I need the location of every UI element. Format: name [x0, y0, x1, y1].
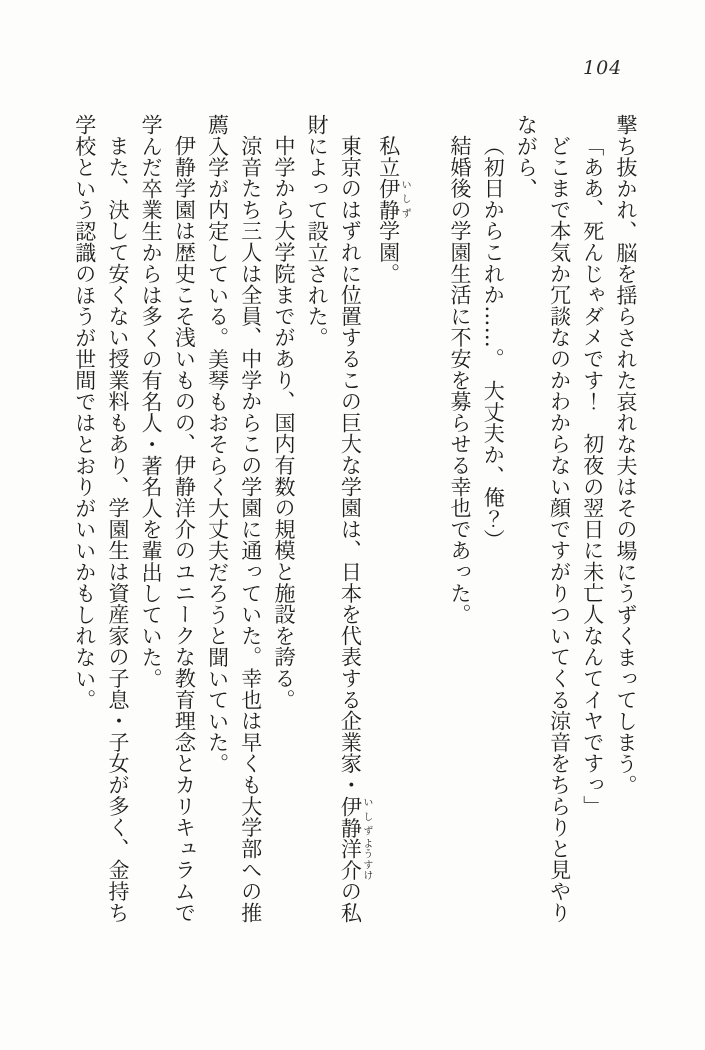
ruby-annotated-text: 伊静いしず — [376, 177, 411, 221]
paragraph: 「ああ、死んじゃダメです！ 初夜の翌日に未亡人なんてイヤですっ」 — [580, 135, 605, 817]
paragraph: 私立伊静いしず学園。 — [376, 135, 411, 285]
paragraph: 撃ち抜かれ、脳を揺らされた哀れな夫はその場にうずくまってしまう。 — [614, 114, 638, 796]
ruby-annotated-text: 伊静いしず — [338, 795, 372, 839]
paragraph: （初日からこれか……。 大丈夫か、俺？） — [481, 135, 506, 551]
furigana: ようすけ — [360, 838, 372, 881]
paragraph: 伊静学園は歴史こそ浅いものの、伊静洋介のユニークな教育理念とカリキュラムで学んだ卒業生からは多くの有名人・著名人を輩出していた。 — [139, 114, 197, 924]
paragraph: 結婚後の学園生活に不安を募らせる幸也であった。 — [447, 135, 472, 626]
page-number: 104 — [583, 57, 623, 79]
ruby-annotated-text: 洋介ようすけ — [338, 838, 372, 881]
paragraph: 中学から大学院までがあり、国内有数の規模と施設を誇る。 — [271, 135, 296, 711]
furigana: いしず — [360, 795, 372, 839]
paragraph: どこまで本気か冗談なのかわからない顔ですがりついてくる涼音をちらりと見やりながら、 — [514, 114, 572, 924]
paragraph: 涼音たち三人は全員、中学からこの学園に通っていた。幸也は早くも大学部への推薦入学が内定している。美琴もおそらく大丈夫だろうと聞いていた。 — [205, 114, 263, 924]
furigana: いしず — [399, 177, 411, 221]
paragraph-break — [410, 114, 443, 934]
paragraph: 東京のはずれに位置するこの巨大な学園は、日本を代表する企業家・伊静いしず洋介ようすけの私財によって設立された。 — [305, 114, 372, 924]
text-block — [68, 114, 642, 934]
paragraph: また、決して安くない授業料もあり、学園生は資産家の子息・子女が多く、金持ち学校という認識のほうが世間ではとおりがいいかもしれない。 — [72, 114, 130, 924]
